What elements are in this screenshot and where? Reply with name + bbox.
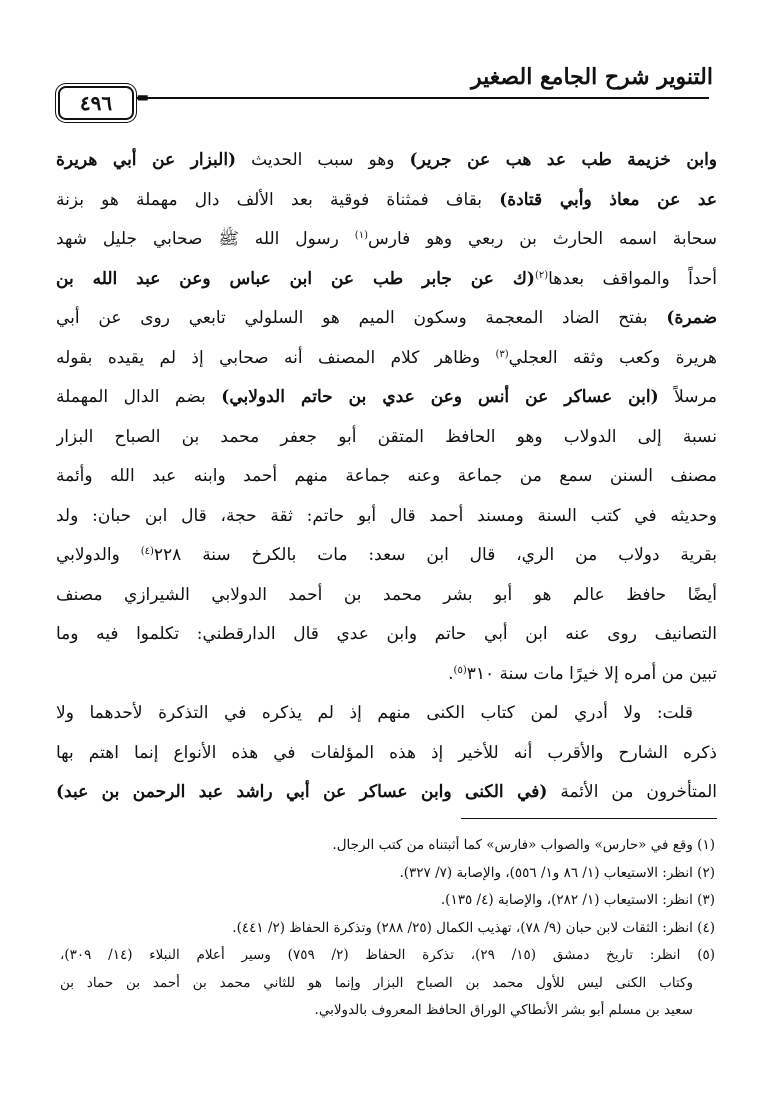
commentary-text: سحابة اسمه الحارث بن ربعي وهو فارس	[367, 229, 717, 249]
header-rule	[58, 97, 709, 99]
matn-text: (ك عن جابر طب عن ابن عباس وعن عبد الله بن	[56, 268, 535, 289]
text-line	[56, 181, 717, 221]
commentary-text: .	[448, 663, 454, 684]
commentary-text: بضم الدال المهملة	[56, 387, 222, 407]
matn-text: ضمرة)	[666, 308, 717, 328]
matn-text: (البزار عن أبي هريرة	[56, 150, 237, 170]
text-line	[56, 339, 717, 379]
main-text	[56, 141, 717, 813]
text-line: مصنف السنن سمع من جماعة وعنه جماعة منهم أحمد وابنه عبد الله وأئمة	[56, 466, 717, 486]
commentary-text: بقرية دولاب من الري، قال ابن سعد: مات بالكرخ سنة ٢٢٨	[153, 545, 717, 565]
text-line	[56, 378, 717, 418]
text-line: ذكره الشارح والأقرب أنه للأخير إذ هذه المؤلفات في هذه الأنواع إنما اهتم بها	[56, 742, 717, 763]
page-number-box	[58, 86, 134, 120]
text-line: وحديثه في كتب السنة ومسند أحمد قال أبو حاتم: ثقة حجة، قال ابن حبان: ولد	[56, 505, 717, 526]
commentary-text: مرسلاً	[658, 387, 717, 407]
commentary-text: والدولابي	[56, 545, 141, 565]
footnote-ref[interactable]: (٥)	[453, 664, 467, 676]
footnote-5: (٥) انظر: تاريخ دمشق (١٥/ ٢٩)، تذكرة الحفاظ (٢/ ٧٥٩) وسير أعلام النبلاء (١٤/ ٣٠٩)،	[60, 947, 715, 963]
footnote-ref[interactable]: (٢)	[534, 269, 549, 281]
text-line: قلت: ولا أدري لمن كتاب الكنى منهم إذ لم يذكره في التذكرة لأحدهما ولا	[56, 703, 693, 723]
page-number-ornament: =	[136, 88, 150, 107]
footnote-5-continuation: وكتاب الكنى ليس للأول محمد بن الصباح البزار وإنما هو للثاني محمد بن أحمد بن حماد بن	[60, 974, 693, 991]
commentary-text: تبين من أمره إلا خيرًا مات سنة ٣١٠	[466, 663, 717, 684]
text-line: التصانيف روى عنه ابن أبي حاتم وابن عدي قال الدارقطني: تكلموا فيه وما	[56, 624, 717, 644]
footnote-ref[interactable]: (١)	[354, 230, 368, 241]
commentary-text: رسول الله ﷺ صحابي جليل شهد	[56, 229, 355, 249]
text-line: نسبة إلى الدولاب وهو الحافظ المتقن أبو جعفر محمد بن الصباح البزار	[56, 426, 717, 447]
commentary-text: وهو سبب الحديث	[236, 150, 410, 170]
matn-text: (ابن عساكر عن أنس وعن عدي بن حاتم الدولابي)	[221, 387, 659, 407]
text-line	[56, 655, 717, 695]
matn-text: وابن خزيمة طب عد هب عن جرير)	[409, 150, 717, 170]
text-line	[56, 260, 717, 300]
footnote-ref[interactable]: (٣)	[495, 348, 509, 360]
text-line	[56, 536, 717, 576]
page-number: ٤٩٦	[79, 91, 113, 115]
text-line	[56, 141, 717, 181]
commentary-text: بفتح الضاد المعجمة وسكون الميم هو السلولي تابعي روى عن أبي	[56, 308, 667, 328]
text-line: أيضًا حافظ عالم هو أبو بشر محمد بن أحمد الدولابي الشيرازي مصنف	[56, 584, 717, 605]
commentary-text: أحداً والمواقف بعدها	[548, 268, 717, 289]
commentary-text: وظاهر كلام المصنف أنه صحابي إذ لم يقيده بقوله	[56, 347, 496, 368]
footnote-separator	[461, 818, 717, 819]
text-line	[56, 773, 717, 813]
footnote-5-continuation: سعيد بن مسلم أبو بشر الأنطاكي الوراق الحافظ المعروف بالدولابي.	[314, 1002, 693, 1018]
matn-text: عد عن معاذ وأبي قتادة)	[499, 189, 717, 210]
commentary-text: المتأخرون من الأئمة	[547, 782, 717, 802]
running-title: التنوير شرح الجامع الصغير	[471, 64, 713, 90]
commentary-text: بقاف فمثناة فوقية بعد الألف دال مهملة هو بزنة	[56, 189, 500, 210]
matn-text: (في الكنى وابن عساكر عن أبي راشد عبد الرحمن بن عبد)	[56, 782, 548, 802]
footnote-3: (٣) انظر: الاستيعاب (١/ ٢٨٢)، والإصابة (٤/ ١٣٥).	[440, 892, 715, 908]
text-line	[56, 220, 717, 260]
footnotes	[60, 832, 715, 1025]
footnote-4: (٤) انظر: الثقات لابن حبان (٩/ ٧٨)، تهذيب الكمال (٢٥/ ٢٨٨) وتذكرة الحفاظ (٢/ ٤٤١).	[232, 919, 715, 936]
footnote-ref[interactable]: (٤)	[140, 546, 154, 557]
commentary-text: هريرة وكعب وثقه العجلي	[508, 347, 717, 368]
footnote-1: (١) وقع في «حارس» والصواب «فارس» كما أثبتناه من كتب الرجال.	[332, 837, 715, 853]
text-line	[56, 299, 717, 339]
footnote-2: (٢) انظر: الاستيعاب (١/ ٨٦ و١/ ٥٥٦)، والإصابة (٧/ ٣٢٧).	[399, 864, 715, 881]
